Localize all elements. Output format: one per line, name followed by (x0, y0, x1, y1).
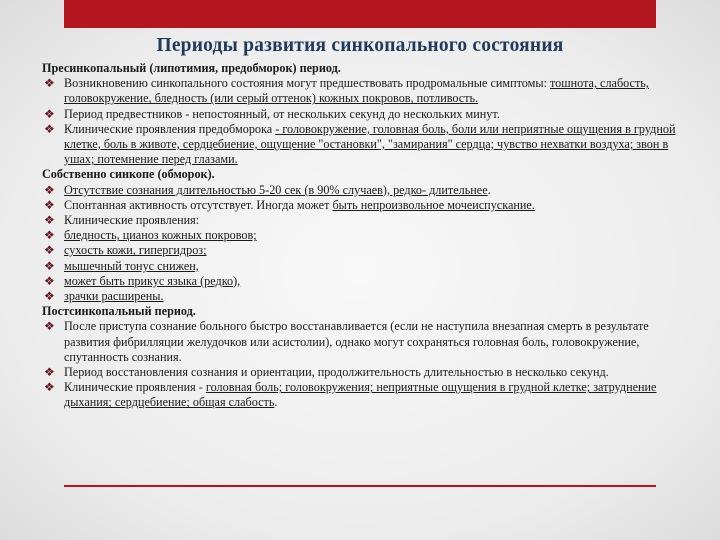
bottom-accent-line (64, 485, 656, 487)
item-text: Возникновению синкопального состояния могут предшествовать продромальные симптомы: (64, 76, 550, 91)
bullet-icon: ❖ (44, 289, 55, 304)
bullet-icon: ❖ (44, 197, 55, 212)
item-underlined-text: головная боль; головокружения; неприятные ощущения в грудной клетке; затруднение дыхания; сердцебиение; общая слабость (64, 380, 657, 410)
list-item (42, 259, 682, 274)
item-text: Клинические проявления предобморока (64, 121, 276, 136)
section-heading-syncope: Собственно синкопе (обморок). (42, 167, 215, 182)
top-accent-bar (64, 0, 656, 28)
list-item (42, 183, 682, 198)
bullet-icon: ❖ (44, 380, 55, 395)
list-item (42, 107, 682, 122)
item-text: Период восстановления сознания и ориентации, продолжительность длительностью в несколько секунд. (64, 365, 609, 380)
bullet-icon: ❖ (44, 273, 55, 288)
section-heading-postsyncope: Постсинкопальный период. (42, 304, 196, 319)
list-item (42, 228, 682, 243)
list-item (42, 198, 682, 213)
list-item (42, 76, 682, 106)
bullet-icon: ❖ (44, 319, 55, 334)
item-text: Спонтанная активность отсутствует. Иногда может (64, 197, 333, 212)
item-text: Клинические проявления: (64, 213, 200, 228)
list-item (42, 365, 682, 380)
item-underlined-text: зрачки расширены. (64, 289, 164, 304)
bullet-icon: ❖ (44, 243, 55, 258)
item-text: Период предвестников - непостоянный, от нескольких секунд до нескольких минут. (64, 106, 500, 121)
item-underlined-text: Отсутствие сознания длительностью 5-20 сек (в 90% случаев), редко- длительнее (64, 182, 488, 197)
slide-content (42, 61, 682, 411)
bullet-icon: ❖ (44, 106, 55, 121)
list-item (42, 243, 682, 258)
item-underlined-text: мышечный тонус снижен, (64, 258, 199, 273)
item-underlined-text: быть непроизвольное мочеиспускание. (332, 197, 535, 212)
page-title: Периоды развития синкопального состояния (156, 35, 564, 56)
item-underlined-text: - головокружение, головная боль, боли или неприятные ощущения в грудной клетке, боль в животе, сердцебиение, ощущение "остановки", "замирания" сердца; чувство нехватки воздуха; звон в ушах; потемнение перед глазами. (64, 121, 676, 167)
item-text: Клинические проявления - (64, 380, 206, 395)
item-text: . (274, 395, 278, 410)
list-item (42, 213, 682, 228)
item-text: После приступа сознание больного быстро восстанавливается (если не наступила внезапная смерть в результате развития фибрилляции желудочков или асистолии), однако могут сохраняться головная боль, головокружение, спутанность сознания. (64, 319, 649, 364)
bullet-icon: ❖ (44, 76, 55, 91)
bullet-icon: ❖ (44, 258, 55, 273)
bullet-icon: ❖ (44, 121, 55, 136)
item-underlined-text: сухость кожи, гипергидроз; (64, 243, 207, 258)
list-item (42, 319, 682, 365)
section-heading-presyncope: Пресинкопальный (липотимия, предобморок) период. (42, 61, 341, 75)
item-underlined-text: может быть прикус языка (редко), (64, 273, 241, 288)
bullet-icon: ❖ (44, 365, 55, 380)
bullet-icon: ❖ (44, 182, 55, 197)
list-item (42, 289, 682, 304)
list-item (42, 380, 682, 410)
list-item (42, 122, 682, 168)
item-text: . (487, 182, 491, 197)
list-item (42, 274, 682, 289)
bullet-icon: ❖ (44, 228, 55, 243)
item-underlined-text: бледность, цианоз кожных покровов; (64, 228, 257, 243)
item-underlined-text: тошнота, слабость, головокружение, бледность (или серый оттенок) кожных покровов, потливость. (64, 76, 649, 106)
bullet-icon: ❖ (44, 213, 55, 228)
